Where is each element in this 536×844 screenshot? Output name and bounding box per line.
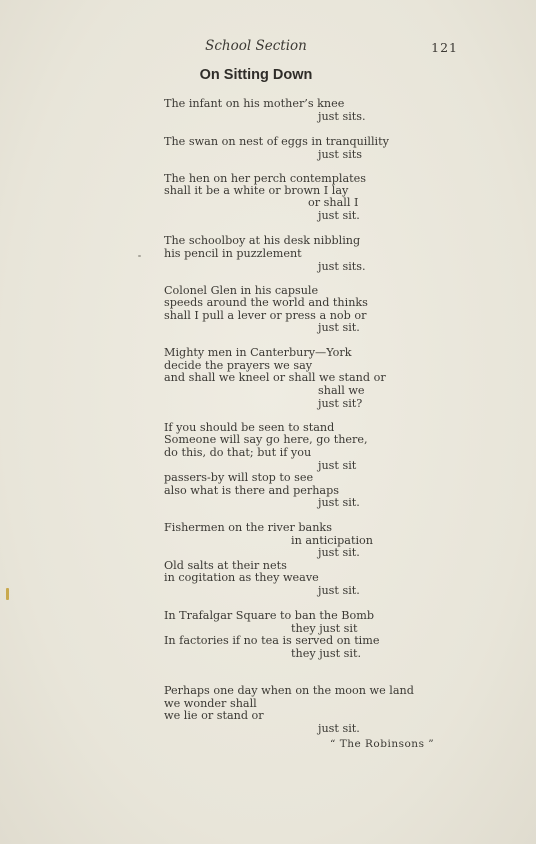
poem-line: just sit. [318,546,360,559]
poem-line: his pencil in puzzlement [164,247,302,260]
poem-line: just sits. [318,110,366,123]
poem-line: decide the prayers we say [164,359,313,372]
poem-line: also what is there and perhaps [164,484,340,497]
running-header: School Section [205,38,307,54]
poem-line: just sits. [318,260,366,273]
poem-attribution: “ The Robinsons ” [330,738,435,750]
poem-line: just sit [318,459,357,472]
poem-line: The swan on nest of eggs in tranquillity [164,135,389,148]
page-speck-mark [138,255,141,257]
poem-line: just sit. [318,584,360,597]
poem-line: and shall we kneel or shall we stand or [164,371,386,384]
poem-line: The infant on his mother’s knee [164,97,345,110]
poem-line: in anticipation [291,534,373,547]
poem-line: just sit. [318,321,360,334]
poem-line: we wonder shall [164,697,257,710]
poem-line: just sit. [318,496,360,509]
poem-line: speeds around the world and thinks [164,296,368,309]
poem-line: shall we [318,384,365,397]
page-number: 121 [431,40,458,55]
poem-line: just sits [318,148,363,161]
poem-line: If you should be seen to stand [164,421,335,434]
poem-line: just sit. [318,722,360,735]
poem-line: In factories if no tea is served on time [164,634,380,647]
poem-line: we lie or stand or [164,709,264,722]
page-stain-mark [6,588,9,600]
poem-line: just sit. [318,209,360,222]
poem-line: they just sit. [291,647,362,660]
poem-line: Fishermen on the river banks [164,521,332,534]
poem-line: they just sit [291,622,358,635]
poem-title: On Sitting Down [199,67,313,83]
poem-line: shall I pull a lever or press a nob or [164,309,367,322]
poem-line: in cogitation as they weave [164,571,319,584]
poem-line: passers-by will stop to see [164,471,314,484]
poem-line: Perhaps one day when on the moon we land [164,684,414,697]
poem-line: Mighty men in Canterbury—York [164,346,352,359]
poem-line: The hen on her perch contemplates [164,172,367,185]
poem-line: Someone will say go here, go there, [164,433,368,446]
poem-line: or shall I [308,196,359,209]
poem-line: Old salts at their nets [164,559,287,572]
poem-line: Colonel Glen in his capsule [164,284,319,297]
poem-line: just sit? [318,397,363,410]
poem-line: The schoolboy at his desk nibbling [164,234,361,247]
poem-line: In Trafalgar Square to ban the Bomb [164,609,374,622]
poem-line: shall it be a white or brown I lay [164,184,349,197]
poem-line: do this, do that; but if you [164,446,312,459]
